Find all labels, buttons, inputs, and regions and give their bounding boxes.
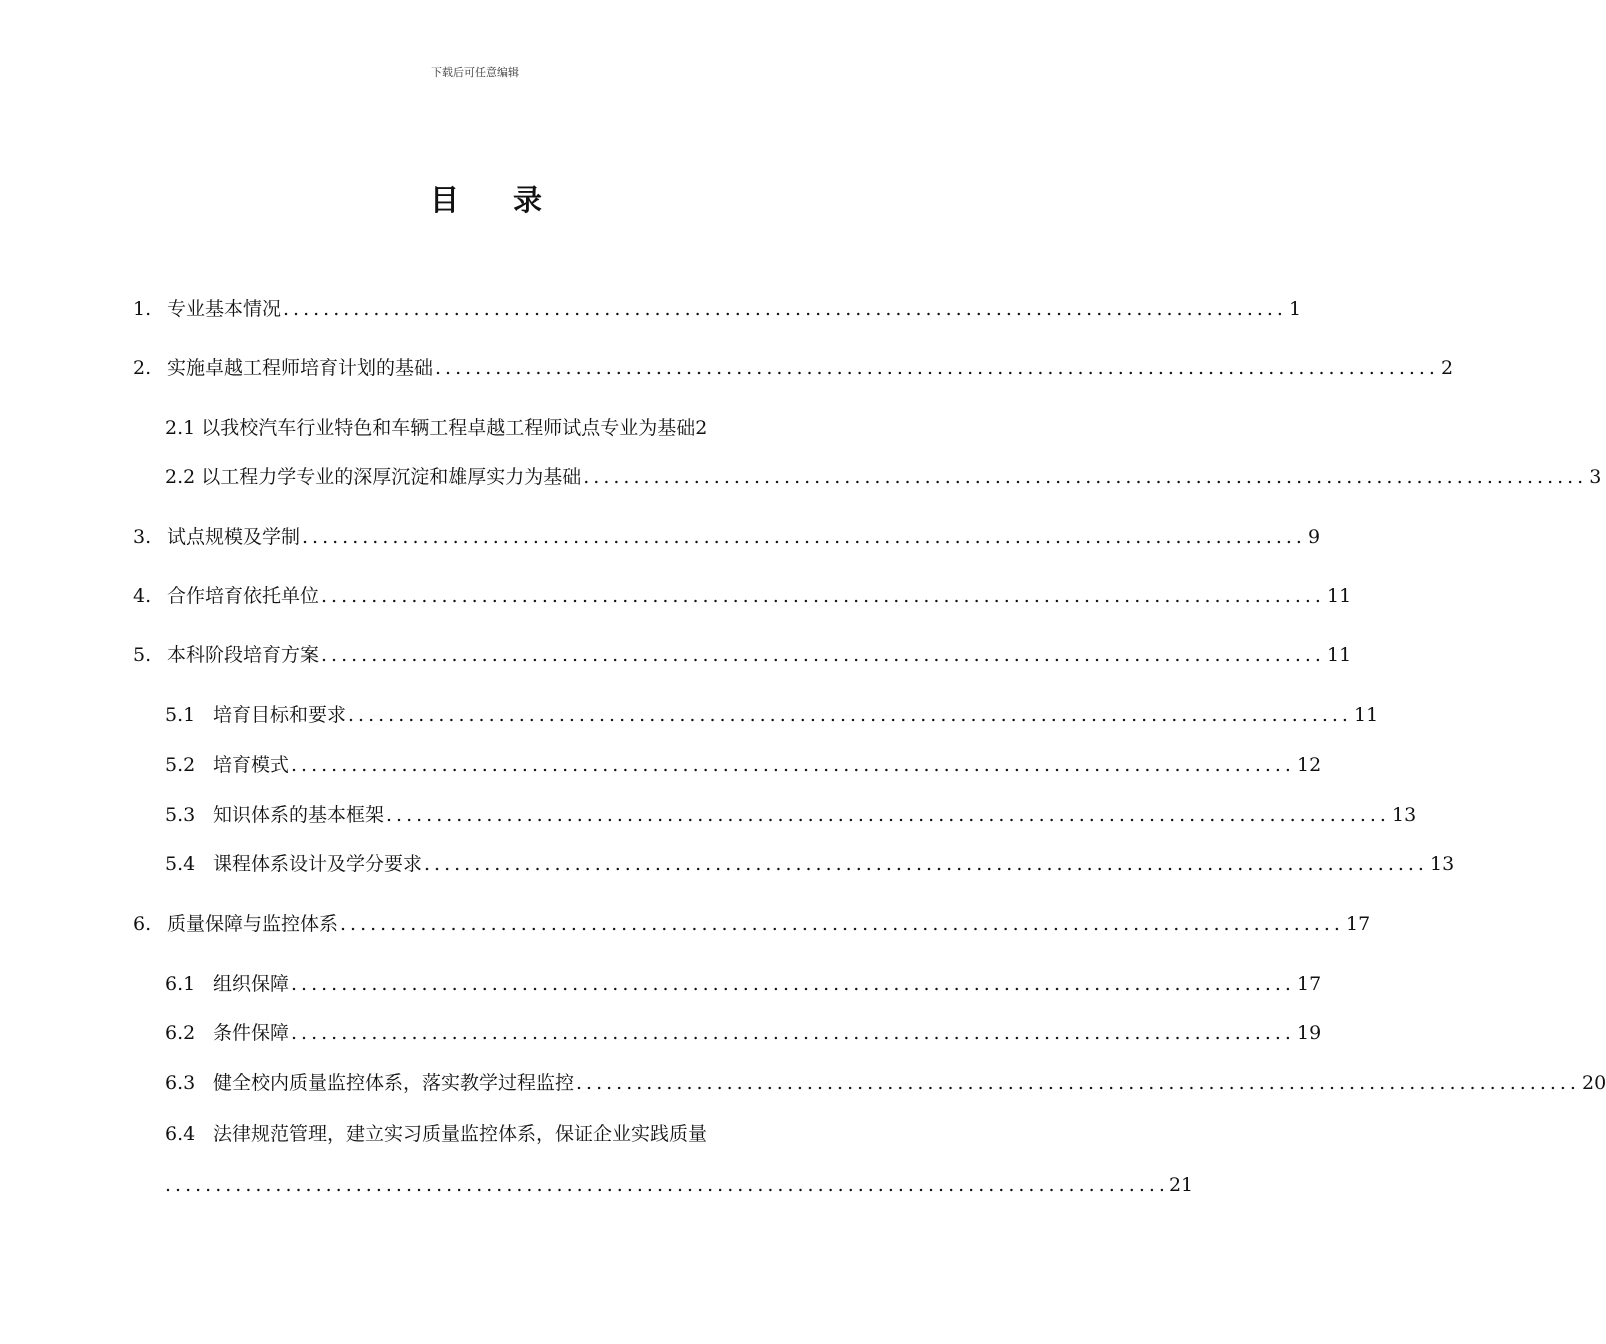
toc-entry-title: 课程体系设计及学分要求 — [213, 853, 423, 875]
toc-entry-title: 法律规范管理，建立实习质量监控体系，保证企业实践质量 — [213, 1123, 708, 1145]
toc-entry[interactable] — [133, 583, 1352, 609]
toc-entry-title: 合作培育依托单位 — [167, 585, 320, 607]
dot-leader: .................................................................................................... — [435, 357, 1439, 379]
toc-entry-title: 本科阶段培育方案 — [167, 644, 320, 666]
toc-entry-number: 6.2 — [165, 1022, 196, 1044]
toc-entry[interactable] — [133, 355, 1454, 381]
toc-entry-page: 2 — [695, 417, 708, 439]
dot-leader: .................................................................................................... — [386, 804, 1390, 826]
toc-entry-page: 17 — [1345, 913, 1371, 935]
toc-entry-page: 11 — [1353, 704, 1379, 726]
toc-entry[interactable] — [165, 1121, 818, 1147]
toc-entry-number: 5.4 — [165, 853, 196, 875]
toc-entry-page: 1 — [1288, 298, 1302, 320]
toc-entry-page: 2 — [1440, 357, 1454, 379]
toc-entry-number: 6.1 — [165, 973, 196, 995]
toc-entry-number: 6. — [133, 913, 152, 935]
toc-entry-page: 13 — [1429, 853, 1455, 875]
toc-entry-number: 5.2 — [165, 754, 196, 776]
toc-entry-number: 4. — [133, 585, 152, 607]
dot-leader: .................................................................................................... — [424, 853, 1428, 875]
toc-entry-page: 11 — [1326, 585, 1352, 607]
toc-entry[interactable] — [133, 911, 1371, 937]
toc-entry-number: 1. — [133, 298, 152, 320]
toc-entry-number: 5. — [133, 644, 152, 666]
toc-entry-page: 12 — [1296, 754, 1322, 776]
toc-entry[interactable] — [165, 752, 1322, 778]
toc-entry-page: 19 — [1296, 1022, 1322, 1044]
dot-leader: .................................................................................................... — [165, 1174, 1169, 1196]
dot-leader: .................................................................................................... — [576, 1072, 1580, 1094]
toc-entry-title: 组织保障 — [213, 973, 290, 995]
dot-leader: .................................................................................................... — [348, 704, 1352, 726]
toc-entry[interactable] — [165, 1070, 1606, 1096]
toc-entry-number: 6.3 — [165, 1072, 196, 1094]
toc-entry-page: 17 — [1296, 973, 1322, 995]
toc-entry-title: 质量保障与监控体系 — [167, 913, 339, 935]
toc-entry-title: 知识体系的基本框架 — [213, 804, 385, 826]
toc-entry-number: 3. — [133, 526, 152, 548]
page-title: 目 录 — [429, 183, 565, 217]
toc-entry-title: 培育模式 — [213, 754, 290, 776]
toc-entry-title: 2.2 以工程力学专业的深厚沉淀和雄厚实力为基础 — [165, 466, 582, 488]
dot-leader: .................................................................................................... — [302, 526, 1306, 548]
toc-entry[interactable] — [165, 702, 1379, 728]
toc-entry[interactable] — [133, 296, 1302, 322]
dot-leader: .................................................................................................... — [291, 754, 1295, 776]
toc-entry-page: 9 — [1307, 526, 1321, 548]
dot-leader: .................................................................................................... — [291, 973, 1295, 995]
toc-entry[interactable] — [165, 1020, 1322, 1046]
toc-entry-continuation[interactable] — [165, 1172, 1194, 1198]
toc-entry-title: 条件保障 — [213, 1022, 290, 1044]
toc-entry-page: 13 — [1391, 804, 1417, 826]
toc-entry-number: 2. — [133, 357, 152, 379]
dot-leader: .................................................................................................... — [583, 466, 1588, 488]
toc-entry-page: 20 — [1581, 1072, 1606, 1094]
dot-leader: .................................................................................................... — [340, 913, 1344, 935]
toc-entry-title: 试点规模及学制 — [167, 526, 301, 548]
toc-entry-title: 专业基本情况 — [167, 298, 282, 320]
dot-leader: .................................................................................................... — [291, 1022, 1295, 1044]
toc-entry-title: 实施卓越工程师培育计划的基础 — [167, 357, 434, 379]
toc-entry-page: 3 — [1589, 466, 1602, 488]
toc-entry-title: 2.1 以我校汽车行业特色和车辆工程卓越工程师试点专业为基础 — [165, 417, 696, 439]
page-header: 下载后可任意编辑 — [431, 66, 519, 79]
toc-entry[interactable] — [165, 802, 1417, 828]
toc-entry-number: 5.3 — [165, 804, 196, 826]
dot-leader: .................................................................................................... — [321, 585, 1325, 607]
toc-entry[interactable] — [165, 851, 1455, 877]
toc-entry[interactable] — [165, 971, 1322, 997]
toc-entry[interactable] — [165, 415, 818, 441]
toc-entry-title: 培育目标和要求 — [213, 704, 347, 726]
toc-entry-page: 11 — [1326, 644, 1352, 666]
toc-entry-page: 21 — [1168, 1174, 1194, 1196]
toc-entry[interactable] — [133, 642, 1352, 668]
toc-entry[interactable] — [133, 524, 1321, 550]
toc-entry-title: 健全校内质量监控体系，落实教学过程监控 — [213, 1072, 575, 1094]
toc-entry-number: 6.4 — [165, 1123, 196, 1145]
dot-leader: .................................................................................................... — [283, 298, 1287, 320]
toc-entry[interactable] — [165, 464, 1602, 490]
dot-leader: .................................................................................................... — [321, 644, 1325, 666]
toc-entry-number: 5.1 — [165, 704, 196, 726]
